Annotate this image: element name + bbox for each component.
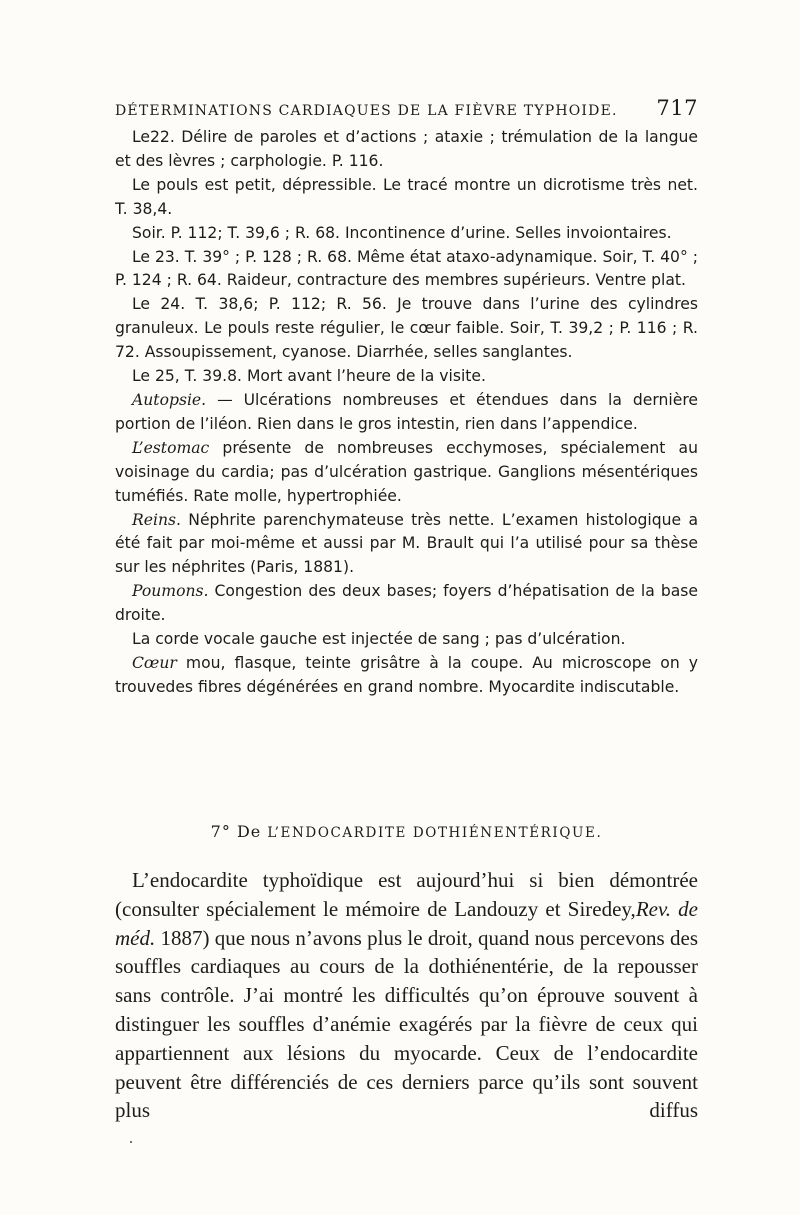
note-evening-22: Soir. P. 112; T. 39,6 ; R. 68. Incontinence d’urine. Selles invoiontaires. <box>132 223 672 242</box>
running-header <box>115 96 698 120</box>
case-observation <box>115 126 698 700</box>
autopsy-text: — Ulcérations nombreuses et étendues dans la dernière portion de l’iléon. Rien dans le gros intestin, rien dans l’appendice. <box>115 390 698 433</box>
estomac-label: L’estomac <box>132 438 210 457</box>
reins-text: Néphrite parenchymateuse très nette. L’examen histologique a été fait par moi-même et aussi par M. Brault qui l’a utilisé pour sa thèse sur les néphrites (Paris, 1881). <box>115 510 698 577</box>
note-day-25: Le 25, T. 39.8. Mort avant l’heure de la visite. <box>132 367 486 386</box>
endocardite-paragraph <box>115 866 698 1125</box>
paragraph-part-1: L’endocardite typhoïdique est aujourd’hui si bien démontrée (consulter spécialement le mémoire de Landouzy et Siredey, <box>115 868 698 921</box>
poumons-label: Poumons. <box>132 582 209 601</box>
autopsy-paragraph <box>115 389 698 437</box>
reins-label: Reins. <box>132 510 181 529</box>
section-number: 7° <box>210 822 231 841</box>
journal-reference: Rev. de méd. <box>115 896 699 950</box>
note-day-24: Le 24. T. 38,6; P. 112; R. 56. Je trouve dans l’urine des cylindres granuleux. Le pouls reste régulier, le cœur faible. Soir, T. 39,2 ; P. 116 ; R. 72. Assoupissement, cyanose. Diarrhée, selles sanglantes. <box>115 295 698 362</box>
note-day-22: Le22. Délire de paroles et d’actions ; ataxie ; trémulation de la langue et des lèvres ; carphologie. P. 116. <box>115 128 698 170</box>
coeur-text: mou, flasque, teinte grisâtre à la coupe. Au microscope on y trouvedes fibres dégénérées en grand nombre. Myocardite indiscutable. <box>115 653 698 696</box>
section-lead: De <box>236 822 262 841</box>
ink-speck <box>130 1141 132 1143</box>
running-title: DÉTERMINATIONS CARDIAQUES DE LA FIÈVRE TYPHOIDE. <box>115 103 618 119</box>
coeur-paragraph <box>115 652 698 700</box>
paragraph-part-2: 1887) que nous n’avons plus le droit, quand nous percevons des souffles cardiaques au cours de la dothiénentérie, de la repousser sans contrôle. J’ai montré les difficultés qu’on éprouve souvent à distinguer les souffles d’anémie exagérés par la fièvre de ceux qui appartiennent aux lésions du myocarde. Ceux de l’endocardite peuvent être différenciés de ces derniers parce qu’ils sont souvent plus diffus <box>115 925 698 1123</box>
note-day-23: Le 23. T. 39° ; P. 128 ; R. 68. Même état ataxo-adynamique. Soir, T. 40° ; P. 124 ; R. 64. Raideur, contracture des membres supérieurs. Ventre plat. <box>115 247 698 290</box>
note-pulse: Le pouls est petit, dépressible. Le tracé montre un dicrotisme très net. T. 38,4. <box>115 175 698 218</box>
estomac-text: présente de nombreuses ecchymoses, spécialement au voisinage du cardia; pas d’ulcération gastrique. Ganglions mésentériques tuméfiés. Rate molle, hypertrophiée. <box>115 438 698 505</box>
corde-vocale-paragraph: La corde vocale gauche est injectée de sang ; pas d’ulcération. <box>132 630 626 649</box>
coeur-label: Cœur <box>132 653 177 672</box>
section-heading <box>115 822 698 841</box>
section-title-text: L’ENDOCARDITE DOTHIÉNENTÉRIQUE. <box>267 825 603 841</box>
reins-paragraph <box>115 509 698 581</box>
poumons-paragraph <box>115 580 698 628</box>
poumons-text: Congestion des deux bases; foyers d’hépatisation de la base droite. <box>115 582 698 625</box>
autopsy-label: Autopsie. <box>132 390 207 409</box>
page-number: 717 <box>656 96 698 120</box>
main-text <box>115 866 698 1125</box>
estomac-paragraph <box>115 437 698 509</box>
